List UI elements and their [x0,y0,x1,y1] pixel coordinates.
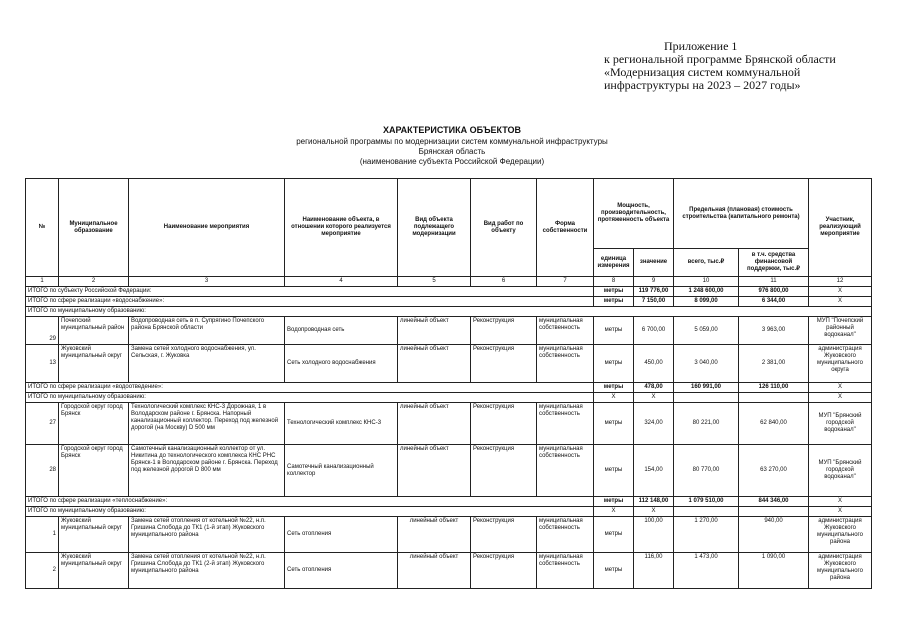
total-fin: 844 346,00 [739,497,809,507]
total-cost: 1 248 600,00 [674,287,739,297]
row-fin: 2 381,00 [739,345,809,383]
header-fin: в т.ч. средства финансовой поддержки, тыс.₽ [739,249,809,277]
total-unit: X [594,393,634,403]
header-participant: Участник, реализующий мероприятие [809,179,872,277]
column-number: 3 [129,277,285,287]
total-fin: 126 110,00 [739,383,809,393]
row-participant: МУП "Брянский городской водоканал" [809,403,872,445]
row-fin: 3 963,00 [739,317,809,345]
total-participant: X [809,393,872,403]
row-object: Сеть отопления [285,517,398,553]
total-row-municipality [26,307,872,317]
row-measure: Замена сетей отопления от котельной №22, н.п. Гришина Слобода до ТК1 (2-й этап) Жуковского муниципального района [129,553,285,589]
total-unit: метры [594,287,634,297]
total-unit: метры [594,383,634,393]
total-label: ИТОГО по муниципальному образованию: [26,307,872,317]
header-capacity: Мощность, производительность, протяженность объекта [594,179,674,249]
empty-cell [674,507,739,517]
row-total: 5 059,00 [674,317,739,345]
total-label: ИТОГО по сфере реализации «водоснабжение»: [26,297,594,307]
region-note: (наименование субъекта Российской Федерации) [359,157,545,166]
row-ownership: муниципальная собственность [537,445,594,497]
header-ownership: Форма собственности [537,179,594,277]
document-title: ХАРАКТЕРИСТИКА ОБЪЕКТОВ [382,125,522,135]
row-object-type: линейный объект [398,345,471,383]
row-ownership: муниципальная собственность [537,403,594,445]
row-number: 2 [26,553,59,589]
row-work-type: Реконструкция [471,553,537,589]
row-ownership: муниципальная собственность [537,553,594,589]
column-number: 9 [634,277,674,287]
header-no: № [26,179,59,277]
row-measure: Замена сетей холодного водоснабжения, ул. Сельская, г. Жуковка [129,345,285,383]
row-unit: метры [594,445,634,497]
row-number: 27 [26,403,59,445]
total-row-municipality [26,393,872,403]
column-number: 8 [594,277,634,287]
document-subtitle: региональной программы по модернизации систем коммунальной инфраструктуры [296,137,608,146]
row-participant: МУП "Почепский районный водоканал" [809,317,872,345]
total-participant: X [809,297,872,307]
row-measure: Самотечный канализационный коллектор от ул. Никитина до технологического комплекса КНС РНС Брянск-1 в Володарском районе г. Брянска. Переход под железной дорогой D 800 мм [129,445,285,497]
row-participant: администрация Жуковского муниципального района [809,517,872,553]
row-total: 3 040,00 [674,345,739,383]
header-object: Наименование объекта, в отношении которого реализуется мероприятие [285,179,398,277]
row-object-type: линейный объект [398,317,471,345]
header-total: всего, тыс.₽ [674,249,739,277]
total-label: ИТОГО по сфере реализации «теплоснабжение»: [26,497,594,507]
total-cost: 160 991,00 [674,383,739,393]
row-total: 1 270,00 [674,517,739,553]
total-row-water [26,297,872,307]
total-label: ИТОГО по сфере реализации «водоотведение»: [26,383,594,393]
total-label: ИТОГО по субъекту Российской Федерации: [26,287,594,297]
objects-table [25,178,872,589]
row-object-type: линейный объект [398,553,471,589]
row-unit: метры [594,553,634,589]
table-row [26,445,872,497]
total-row-heating [26,497,872,507]
row-object-type: линейный объект [398,445,471,497]
table-row [26,403,872,445]
total-cost: 1 079 510,00 [674,497,739,507]
total-participant: X [809,287,872,297]
row-ownership: муниципальная собственность [537,317,594,345]
row-object-type: линейный объект [398,517,471,553]
row-work-type: Реконструкция [471,403,537,445]
row-work-type: Реконструкция [471,445,537,497]
total-value: X [634,393,674,403]
row-unit: метры [594,517,634,553]
column-number: 6 [471,277,537,287]
column-number: 2 [59,277,129,287]
row-municipality: Почепский муниципальный район [59,317,129,345]
total-row-municipality [26,507,872,517]
total-label: ИТОГО по муниципальному образованию: [26,507,594,517]
table-row [26,517,872,553]
row-value: 116,00 [634,553,674,589]
row-total: 80 221,00 [674,403,739,445]
row-ownership: муниципальная собственность [537,517,594,553]
empty-cell [739,507,809,517]
column-numbers-row [26,277,872,287]
total-value: X [634,507,674,517]
total-row-subject [26,287,872,297]
row-value: 100,00 [634,517,674,553]
total-row-drainage [26,383,872,393]
total-value: 119 776,00 [634,287,674,297]
row-fin: 940,00 [739,517,809,553]
row-work-type: Реконструкция [471,517,537,553]
row-municipality: Жуковский муниципальный округ [59,345,129,383]
column-number: 4 [285,277,398,287]
row-number: 1 [26,517,59,553]
appendix-line-1: Приложение 1 [664,39,738,53]
row-object: Технологический комплекс КНС-3 [285,403,398,445]
row-municipality: Городской округ город Брянск [59,445,129,497]
row-object-type: линейный объект [398,403,471,445]
row-number: 29 [26,317,59,345]
row-unit: метры [594,317,634,345]
total-label: ИТОГО по муниципальному образованию: [26,393,594,403]
total-unit: X [594,507,634,517]
total-participant: X [809,383,872,393]
total-cost: 8 099,00 [674,297,739,307]
appendix-line-3: «Модернизация систем коммунальной [604,65,801,79]
header-work-type: Вид работ по объекту [471,179,537,277]
row-value: 154,00 [634,445,674,497]
row-participant: администрация Жуковского муниципального округа [809,345,872,383]
total-participant: X [809,507,872,517]
table-row [26,345,872,383]
row-object: Сеть холодного водоснабжения [285,345,398,383]
row-fin: 63 270,00 [739,445,809,497]
header-value: значение [634,249,674,277]
total-fin: 976 800,00 [739,287,809,297]
empty-cell [674,393,739,403]
empty-cell [739,393,809,403]
total-participant: X [809,497,872,507]
row-participant: МУП "Брянский городской водоканал" [809,445,872,497]
header-cost: Предельная (плановая) стоимость строительства (капитального ремонта) [674,179,809,249]
appendix-line-4: инфраструктуры на 2023 – 2027 годы» [604,78,801,92]
row-number: 13 [26,345,59,383]
row-number: 28 [26,445,59,497]
total-value: 7 150,00 [634,297,674,307]
region-name: Брянская область [418,147,486,156]
column-number: 10 [674,277,739,287]
row-measure: Водопроводная сеть в п. Супрягино Почепского района Брянской области [129,317,285,345]
total-unit: метры [594,497,634,507]
header-object-type: Вид объекта подлежащего модернизации [398,179,471,277]
column-number: 1 [26,277,59,287]
total-value: 112 148,00 [634,497,674,507]
table-row [26,553,872,589]
header-measure: Наименование мероприятия [129,179,285,277]
row-object: Водопроводная сеть [285,317,398,345]
row-municipality: Жуковский муниципальный округ [59,553,129,589]
row-value: 324,00 [634,403,674,445]
row-object: Сеть отопления [285,553,398,589]
row-participant: администрация Жуковского муниципального района [809,553,872,589]
header-unit: единица измерения [594,249,634,277]
total-value: 478,00 [634,383,674,393]
table-row [26,317,872,345]
row-unit: метры [594,345,634,383]
header-municipality: Муниципальное образование [59,179,129,277]
row-measure: Технологический комплекс КНС-3 Дорожная, 1 в Володарском районе г. Брянска. Напорный канализационный коллектор. Переход под железной дорогой (на Москву) D 500 мм [129,403,285,445]
row-object: Самотечный канализационный коллектор [285,445,398,497]
row-total: 1 473,00 [674,553,739,589]
row-value: 6 700,00 [634,317,674,345]
row-unit: метры [594,403,634,445]
row-total: 80 770,00 [674,445,739,497]
row-fin: 62 840,00 [739,403,809,445]
total-fin: 6 344,00 [739,297,809,307]
row-municipality: Городской округ город Брянск [59,403,129,445]
row-value: 450,00 [634,345,674,383]
row-work-type: Реконструкция [471,345,537,383]
appendix-line-2: к региональной программе Брянской области [604,52,836,66]
row-fin: 1 090,00 [739,553,809,589]
row-measure: Замена сетей отопления от котельной №22, н.п. Гришина Слобода до ТК1 (1-й этап) Жуковского муниципального района [129,517,285,553]
column-number: 7 [537,277,594,287]
row-ownership: муниципальная собственность [537,345,594,383]
row-work-type: Реконструкция [471,317,537,345]
total-unit: метры [594,297,634,307]
column-number: 5 [398,277,471,287]
column-number: 11 [739,277,809,287]
column-number: 12 [809,277,872,287]
appendix-block [604,40,894,92]
row-municipality: Жуковский муниципальный округ [59,517,129,553]
